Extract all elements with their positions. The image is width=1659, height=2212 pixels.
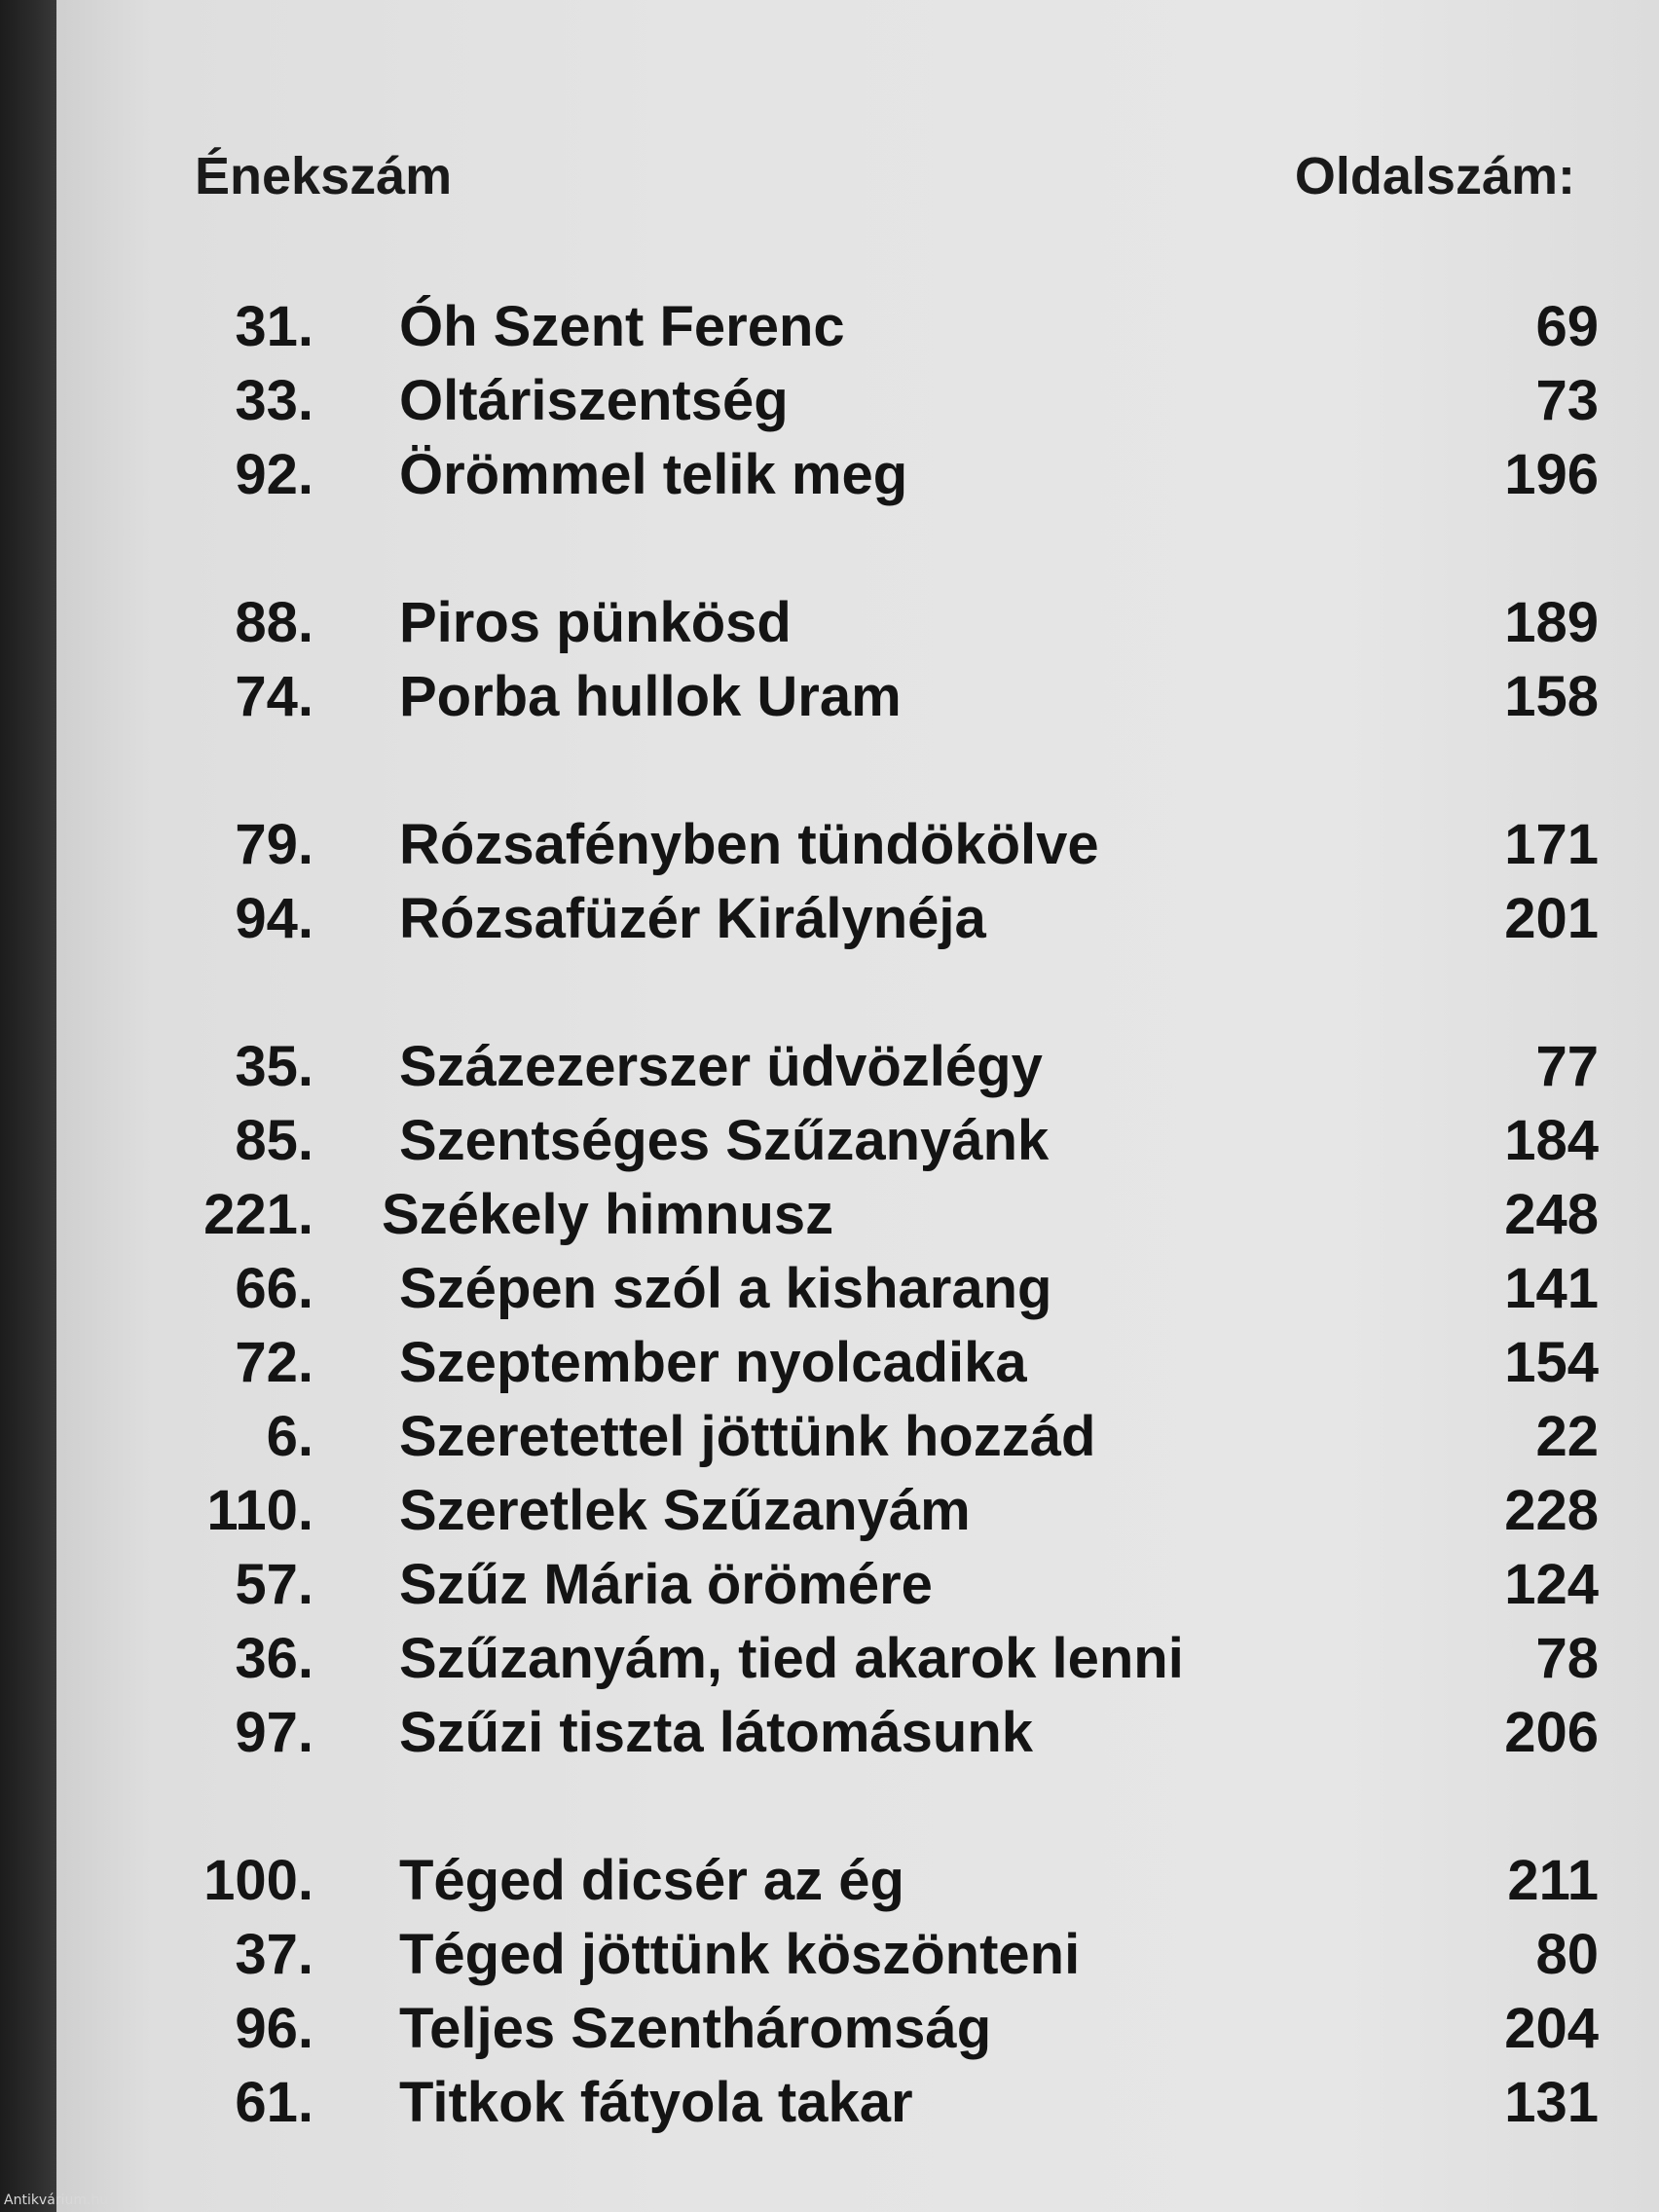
page-number: 189 [1504, 591, 1599, 654]
index-row [0, 1030, 1659, 1104]
page-number-header: Oldalszám: [1294, 147, 1575, 205]
page-number: 80 [1535, 1923, 1599, 1986]
song-title: Szűzi tiszta látomásunk [399, 1701, 1034, 1764]
song-number: 36. [235, 1627, 313, 1690]
page-number: 158 [1504, 665, 1599, 728]
song-number: 74. [235, 665, 313, 728]
index-row [0, 660, 1659, 734]
song-title: Szűzanyám, tied akarok lenni [399, 1627, 1184, 1690]
index-row [0, 290, 1659, 364]
song-title: Szeretlek Szűzanyám [399, 1479, 971, 1542]
index-row [0, 1474, 1659, 1548]
song-title: Piros pünkösd [399, 591, 792, 654]
watermark-text: Antikvárium.hu [4, 2193, 109, 2208]
song-number: 35. [235, 1035, 313, 1098]
song-number: 79. [235, 813, 313, 876]
page-number: 184 [1504, 1109, 1599, 1172]
page-number: 124 [1504, 1553, 1599, 1616]
page-number: 141 [1504, 1257, 1599, 1320]
song-number: 85. [235, 1109, 313, 1172]
song-title: Teljes Szentháromság [399, 1997, 992, 2060]
song-number: 221. [203, 1183, 313, 1246]
song-number: 94. [235, 887, 313, 950]
song-number: 6. [266, 1405, 313, 1468]
song-title: Oltáriszentség [399, 369, 789, 432]
page-number: 204 [1504, 1997, 1599, 2060]
song-number-header: Énekszám [195, 147, 453, 205]
song-number: 97. [235, 1701, 313, 1764]
index-row [0, 882, 1659, 956]
song-title: Porba hullok Uram [399, 665, 902, 728]
song-number: 72. [235, 1331, 313, 1394]
song-title: Örömmel telik meg [399, 443, 908, 506]
index-row [0, 1252, 1659, 1326]
page-number: 73 [1535, 369, 1599, 432]
song-number: 31. [235, 295, 313, 358]
index-row [0, 364, 1659, 438]
index-row [0, 1548, 1659, 1622]
page-number: 171 [1504, 813, 1599, 876]
page-number: 78 [1535, 1627, 1599, 1690]
page-number: 154 [1504, 1331, 1599, 1394]
song-number: 37. [235, 1923, 313, 1986]
page-number: 201 [1504, 887, 1599, 950]
song-number: 110. [206, 1479, 313, 1542]
index-row [0, 1992, 1659, 2066]
song-title: Szeptember nyolcadika [399, 1331, 1027, 1394]
index-row [0, 1844, 1659, 1918]
song-number: 66. [235, 1257, 313, 1320]
song-number: 100. [203, 1849, 313, 1912]
index-row [0, 1104, 1659, 1178]
page-number: 211 [1507, 1849, 1599, 1912]
song-title: Téged jöttünk köszönteni [399, 1923, 1081, 1986]
index-row [0, 438, 1659, 512]
page-number: 228 [1504, 1479, 1599, 1542]
song-title: Óh Szent Ferenc [399, 295, 845, 358]
song-number: 57. [235, 1553, 313, 1616]
song-title: Szentséges Szűzanyánk [399, 1109, 1050, 1172]
song-title: Szeretettel jöttünk hozzád [399, 1405, 1096, 1468]
song-number: 61. [235, 2071, 313, 2134]
page-number: 77 [1535, 1035, 1599, 1098]
song-title: Téged dicsér az ég [399, 1849, 904, 1912]
index-row [0, 1400, 1659, 1474]
index-row [0, 1622, 1659, 1696]
song-title: Rózsafényben tündökölve [399, 813, 1099, 876]
page-number: 248 [1504, 1183, 1599, 1246]
index-row [0, 586, 1659, 660]
index-row [0, 1178, 1659, 1252]
song-number: 96. [235, 1997, 313, 2060]
page-number: 206 [1504, 1701, 1599, 1764]
index-row [0, 808, 1659, 882]
index-row [0, 1326, 1659, 1400]
song-number: 92. [235, 443, 313, 506]
index-row [0, 2066, 1659, 2140]
page-number: 196 [1504, 443, 1599, 506]
song-title: Székely himnusz [382, 1183, 834, 1246]
song-title: Százezerszer üdvözlégy [399, 1035, 1043, 1098]
song-title: Szűz Mária örömére [399, 1553, 933, 1616]
page-number: 131 [1504, 2071, 1599, 2134]
index-row [0, 1918, 1659, 1992]
song-title: Titkok fátyola takar [399, 2071, 913, 2134]
song-title: Rózsafüzér Királynéja [399, 887, 986, 950]
song-title: Szépen szól a kisharang [399, 1257, 1052, 1320]
song-number: 33. [235, 369, 313, 432]
page-number: 22 [1535, 1405, 1599, 1468]
song-number: 88. [235, 591, 313, 654]
page-number: 69 [1535, 295, 1599, 358]
index-row [0, 1696, 1659, 1770]
